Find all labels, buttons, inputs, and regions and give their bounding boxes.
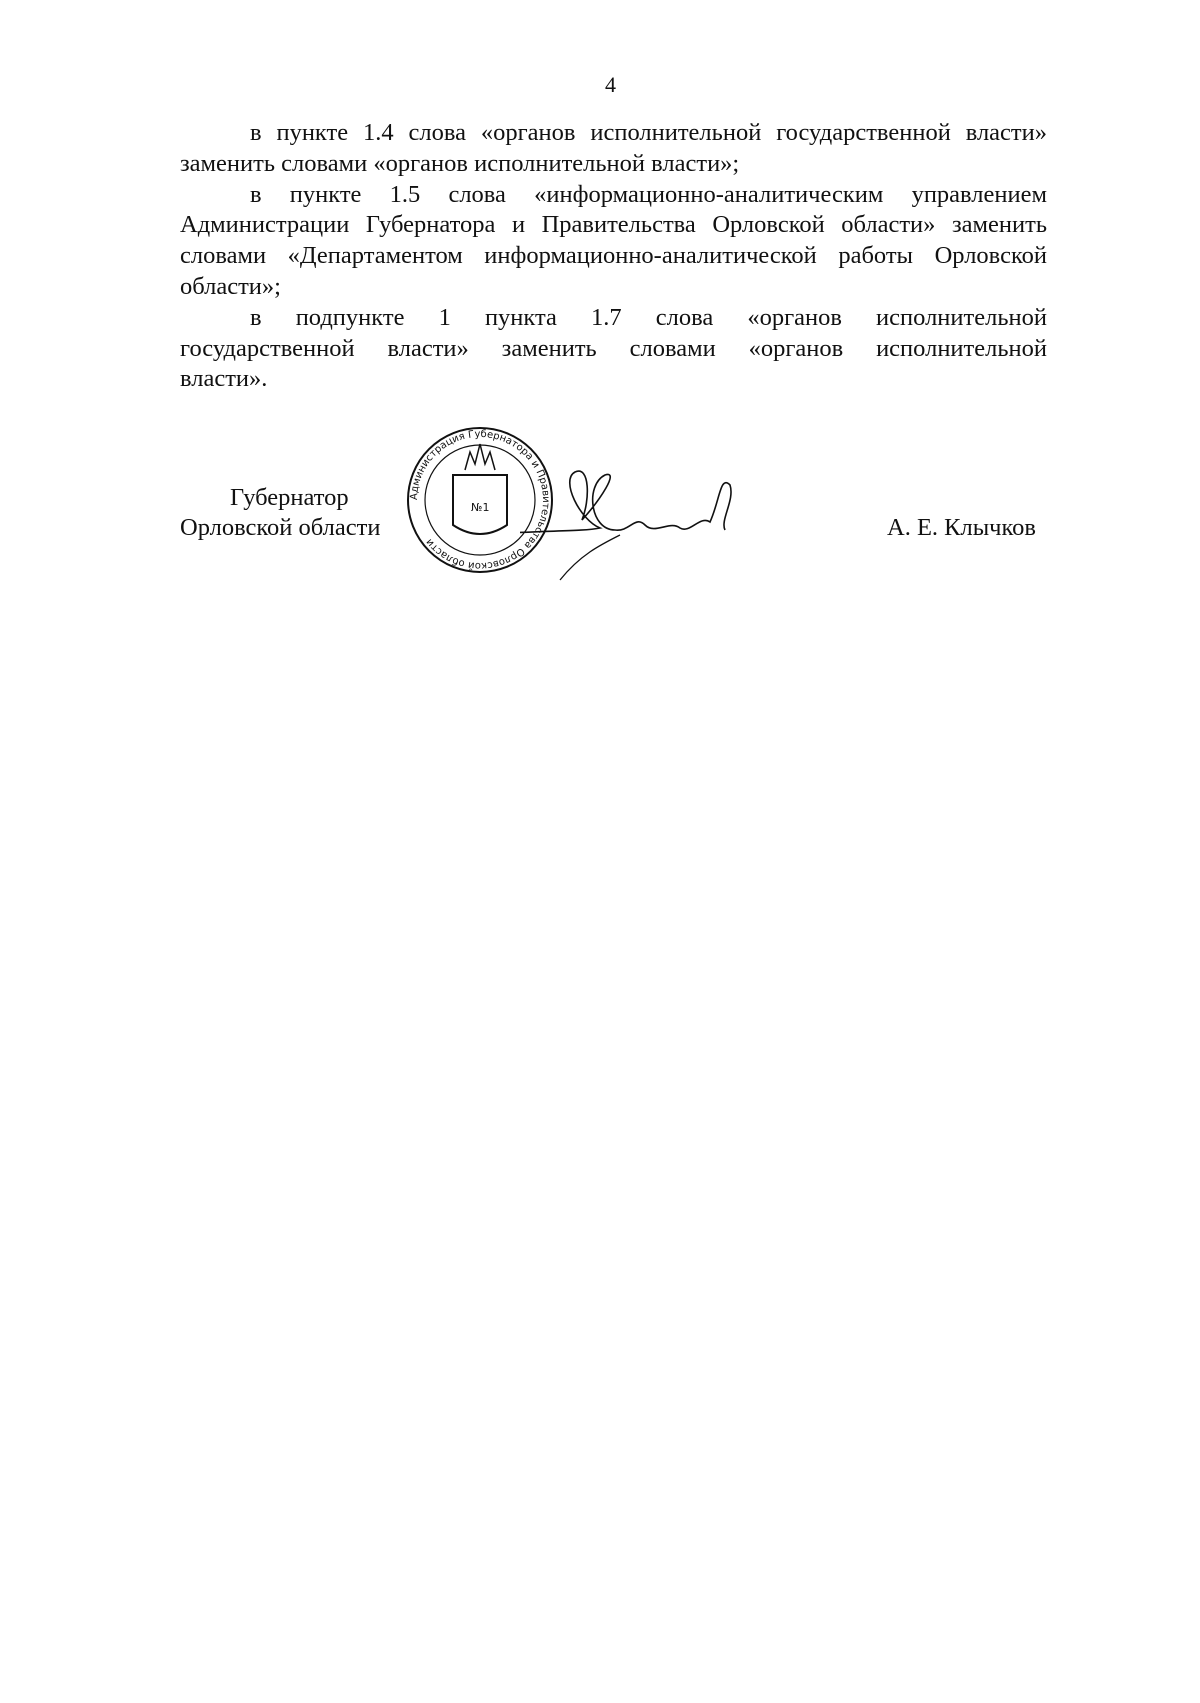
document-body xyxy=(180,118,1047,395)
text-line: области»; xyxy=(180,272,281,300)
text-line: в подпункте 1 пункта 1.7 слова «органов исполнительной xyxy=(250,303,1047,331)
paragraph-1 xyxy=(180,118,1047,180)
paragraph-2 xyxy=(180,180,1047,303)
text-line: Администрации Губернатора и Правительства Орловской области» заменить xyxy=(180,211,1047,239)
text-line: заменить словами «органов исполнительной власти»; xyxy=(180,149,740,177)
signer-name: А. Е. Клычков xyxy=(887,514,1036,541)
text-line: в пункте 1.5 слова «информационно-аналитическим управлением xyxy=(250,180,1047,208)
text-line: государственной власти» заменить словами «органов исполнительной xyxy=(180,334,1047,362)
handwritten-signature xyxy=(520,460,750,585)
text-line: в пункте 1.4 слова «органов исполнительной государственной власти» xyxy=(250,119,1047,146)
page-number: 4 xyxy=(605,72,616,97)
paragraph-3 xyxy=(180,303,1047,395)
signer-title-line2: Орловской области xyxy=(180,514,381,541)
signer-title-line1: Губернатор xyxy=(230,484,349,511)
svg-text:Администрация Губернатора и Пр: Администрация Губернатора и Правительства Орловской области xyxy=(408,428,552,572)
text-line: власти». xyxy=(180,365,268,393)
svg-text:№1: №1 xyxy=(471,501,490,514)
text-line: словами «Департаментом информационно-аналитической работы Орловской xyxy=(180,242,1047,270)
